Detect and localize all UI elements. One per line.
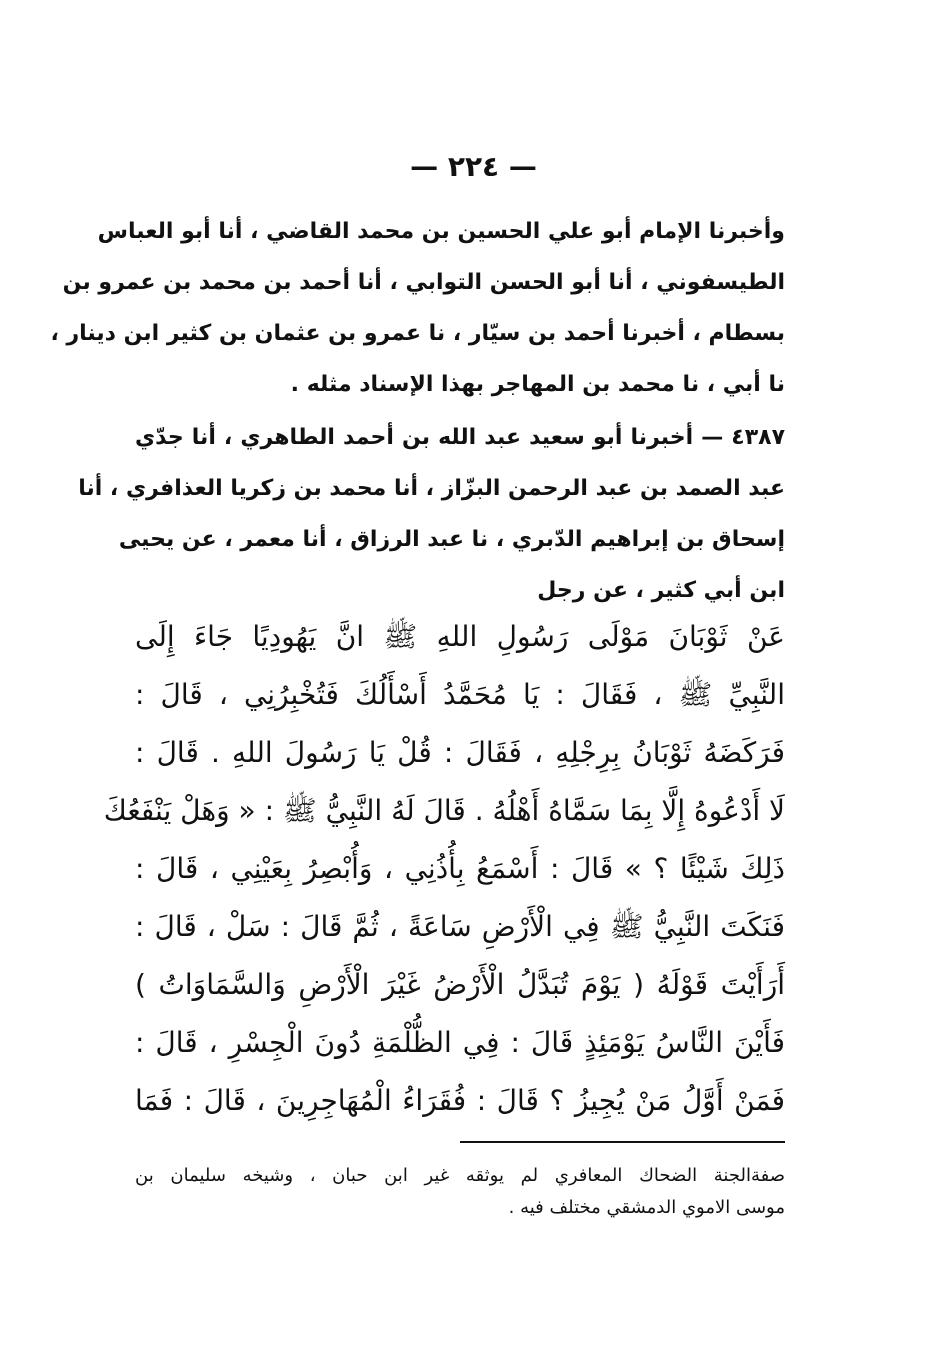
text-line: الطيسفوني ، أنا أبو الحسن التوابي ، أنا أحمد بن محمد بن عمرو بن	[62, 270, 785, 295]
text-line: إسحاق بن إبراهيم الدّبري ، نا عبد الرزاق ، أنا معمر ، عن يحيى	[118, 527, 785, 552]
footnote	[135, 1160, 785, 1224]
text-line: وأخبرنا الإمام أبو علي الحسين بن محمد القاضي ، أنا أبو العباس	[97, 219, 785, 244]
text-line: أَرَأَيْتَ قَوْلَهُ ( يَوْمَ تُبَدَّلُ الْأَرْضُ غَيْرَ الْأَرْضِ وَالسَّمَاوَاتُ )	[135, 968, 785, 1001]
text-line: فَأَيْنَ النَّاسُ يَوْمَئِذٍ قَالَ : فِي الظُّلْمَةِ دُونَ الْجِسْرِ ، قَالَ :	[135, 1026, 785, 1059]
text-line: فَنَكَتَ النَّبِيُّ ﷺ فِي الْأَرْضِ سَاعَةً ، ثُمَّ قَالَ : سَلْ ، قَالَ :	[135, 910, 785, 943]
hadith-text	[103, 608, 785, 1130]
page-number: — ٢٢٤ —	[410, 150, 537, 183]
footnote-separator	[460, 1141, 785, 1143]
text-line: ذَلِكَ شَيْئًا ؟ » قَالَ : أَسْمَعُ بِأُذُنِي ، وَأُبْصِرُ بِعَيْنِي ، قَالَ :	[135, 852, 785, 885]
isnad-paragraph-2	[78, 412, 785, 616]
text-line: ٤٣٨٧ — أخبرنا أبو سعيد عبد الله بن أحمد الطاهري ، أنا جدّي	[135, 425, 785, 450]
footnote-line: صفةالجنة الضحاك المعافري لم يوثقه غير ابن حبان ، وشيخه سليمان بن	[135, 1165, 785, 1186]
isnad-paragraph-1	[50, 206, 785, 410]
text-line: نا أبي ، نا محمد بن المهاجر بهذا الإسناد مثله .	[290, 372, 785, 397]
footnote-line: موسى الاموي الدمشقي مختلف فيه .	[508, 1197, 785, 1218]
text-line: عبد الصمد بن عبد الرحمن البزّاز ، أنا محمد بن زكريا العذافري ، أنا	[78, 476, 785, 501]
text-line: بسطام ، أخبرنا أحمد بن سيّار ، نا عمرو بن عثمان بن كثير ابن دينار ،	[50, 321, 785, 346]
text-line: ابن أبي كثير ، عن رجل	[537, 578, 785, 603]
text-line: لَا أَدْعُوهُ إِلَّا بِمَا سَمَّاهُ أَهْلُهُ . قَالَ لَهُ النَّبِيُّ ﷺ : « وَهَلْ يَنْفَعُكَ	[103, 794, 785, 827]
text-line: فَمَنْ أَوَّلُ مَنْ يُجِيزُ ؟ قَالَ : فُقَرَاءُ الْمُهَاجِرِينَ ، قَالَ : فَمَا	[135, 1084, 785, 1117]
text-line: فَرَكَضَهُ ثَوْبَانُ بِرِجْلِهِ ، فَقَالَ : قُلْ يَا رَسُولَ اللهِ . قَالَ :	[135, 736, 785, 769]
text-line: النَّبِيِّ ﷺ ، فَقَالَ : يَا مُحَمَّدُ أَسْأَلُكَ فَتُخْبِرُنِي ، قَالَ :	[135, 678, 785, 711]
text-line: عَنْ ثَوْبَانَ مَوْلَى رَسُولِ اللهِ ﷺ انَّ يَهُودِيًا جَاءَ إِلَى	[135, 620, 785, 653]
